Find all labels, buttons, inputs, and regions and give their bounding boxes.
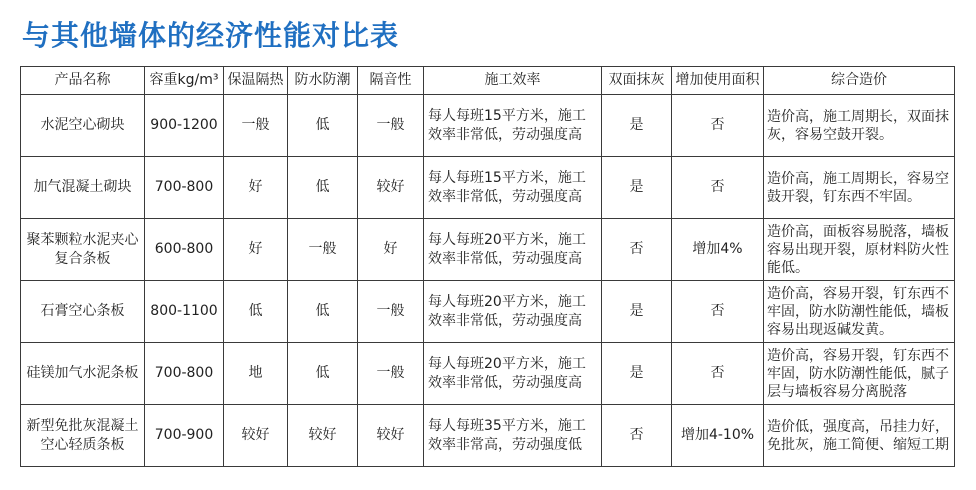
cell-area: 否 xyxy=(672,281,764,343)
cell-density: 900-1200 xyxy=(145,95,224,157)
cell-waterproof: 低 xyxy=(288,343,358,405)
cell-efficiency: 每人每班20平方米，施工效率非常低，劳动强度高 xyxy=(424,281,602,343)
cell-sound: 较好 xyxy=(358,157,424,219)
table-row xyxy=(21,343,955,405)
cell-density: 700-900 xyxy=(145,405,224,467)
cell-plaster: 是 xyxy=(602,281,672,343)
comparison-table xyxy=(20,66,955,467)
cell-waterproof: 较好 xyxy=(288,405,358,467)
header-insulation: 保温隔热 xyxy=(224,67,288,95)
table-row xyxy=(21,281,955,343)
cell-cost: 造价高，施工周期长，容易空鼓开裂，钉东西不牢固。 xyxy=(764,157,955,219)
cell-sound: 一般 xyxy=(358,95,424,157)
cell-plaster: 否 xyxy=(602,405,672,467)
cell-plaster: 是 xyxy=(602,95,672,157)
cell-insulation: 地 xyxy=(224,343,288,405)
cell-waterproof: 低 xyxy=(288,281,358,343)
cell-plaster: 是 xyxy=(602,343,672,405)
header-sound: 隔音性 xyxy=(358,67,424,95)
cell-density: 600-800 xyxy=(145,219,224,281)
cell-insulation: 较好 xyxy=(224,405,288,467)
cell-area: 否 xyxy=(672,95,764,157)
cell-efficiency: 每人每班20平方米，施工效率非常低，劳动强度高 xyxy=(424,343,602,405)
cell-name: 加气混凝土砌块 xyxy=(21,157,145,219)
cell-efficiency: 每人每班15平方米，施工效率非常低，劳动强度高 xyxy=(424,95,602,157)
header-efficiency: 施工效率 xyxy=(424,67,602,95)
cell-sound: 较好 xyxy=(358,405,424,467)
cell-name: 聚苯颗粒水泥夹心复合条板 xyxy=(21,219,145,281)
cell-density: 800-1100 xyxy=(145,281,224,343)
cell-cost: 造价低，强度高，吊挂力好，免批灰，施工简便、缩短工期 xyxy=(764,405,955,467)
cell-density: 700-800 xyxy=(145,343,224,405)
header-cost: 综合造价 xyxy=(764,67,955,95)
cell-area: 增加4% xyxy=(672,219,764,281)
cell-name: 硅镁加气水泥条板 xyxy=(21,343,145,405)
cell-name: 新型免批灰混凝土空心轻质条板 xyxy=(21,405,145,467)
cell-area: 否 xyxy=(672,343,764,405)
cell-sound: 一般 xyxy=(358,343,424,405)
cell-insulation: 一般 xyxy=(224,95,288,157)
cell-cost: 造价高，容易开裂，钉东西不牢固，防水防潮性能低，腻子层与墙板容易分离脱落 xyxy=(764,343,955,405)
page-title: 与其他墙体的经济性能对比表 xyxy=(22,19,400,52)
header-row xyxy=(21,67,955,95)
table-row xyxy=(21,405,955,467)
cell-name: 石膏空心条板 xyxy=(21,281,145,343)
table-row xyxy=(21,219,955,281)
cell-insulation: 好 xyxy=(224,157,288,219)
header-density: 容重kg/m³ xyxy=(145,67,224,95)
cell-cost: 造价高，面板容易脱落，墙板容易出现开裂，原材料防火性能低。 xyxy=(764,219,955,281)
header-name: 产品名称 xyxy=(21,67,145,95)
table-row xyxy=(21,95,955,157)
header-plaster: 双面抹灰 xyxy=(602,67,672,95)
cell-density: 700-800 xyxy=(145,157,224,219)
header-waterproof: 防水防潮 xyxy=(288,67,358,95)
cell-name: 水泥空心砌块 xyxy=(21,95,145,157)
header-area: 增加使用面积 xyxy=(672,67,764,95)
cell-waterproof: 低 xyxy=(288,95,358,157)
cell-area: 否 xyxy=(672,157,764,219)
cell-sound: 好 xyxy=(358,219,424,281)
cell-plaster: 是 xyxy=(602,157,672,219)
cell-sound: 一般 xyxy=(358,281,424,343)
cell-waterproof: 低 xyxy=(288,157,358,219)
cell-insulation: 低 xyxy=(224,281,288,343)
cell-cost: 造价高，施工周期长，双面抹灰，容易空鼓开裂。 xyxy=(764,95,955,157)
table-row xyxy=(21,157,955,219)
cell-plaster: 否 xyxy=(602,219,672,281)
cell-efficiency: 每人每班35平方米，施工效率非常高，劳动强度低 xyxy=(424,405,602,467)
cell-efficiency: 每人每班15平方米，施工效率非常低，劳动强度高 xyxy=(424,157,602,219)
cell-area: 增加4-10% xyxy=(672,405,764,467)
cell-insulation: 好 xyxy=(224,219,288,281)
cell-cost: 造价高，容易开裂，钉东西不牢固，防水防潮性能低，墙板容易出现返碱发黄。 xyxy=(764,281,955,343)
cell-waterproof: 一般 xyxy=(288,219,358,281)
cell-efficiency: 每人每班20平方米，施工效率非常低，劳动强度高 xyxy=(424,219,602,281)
